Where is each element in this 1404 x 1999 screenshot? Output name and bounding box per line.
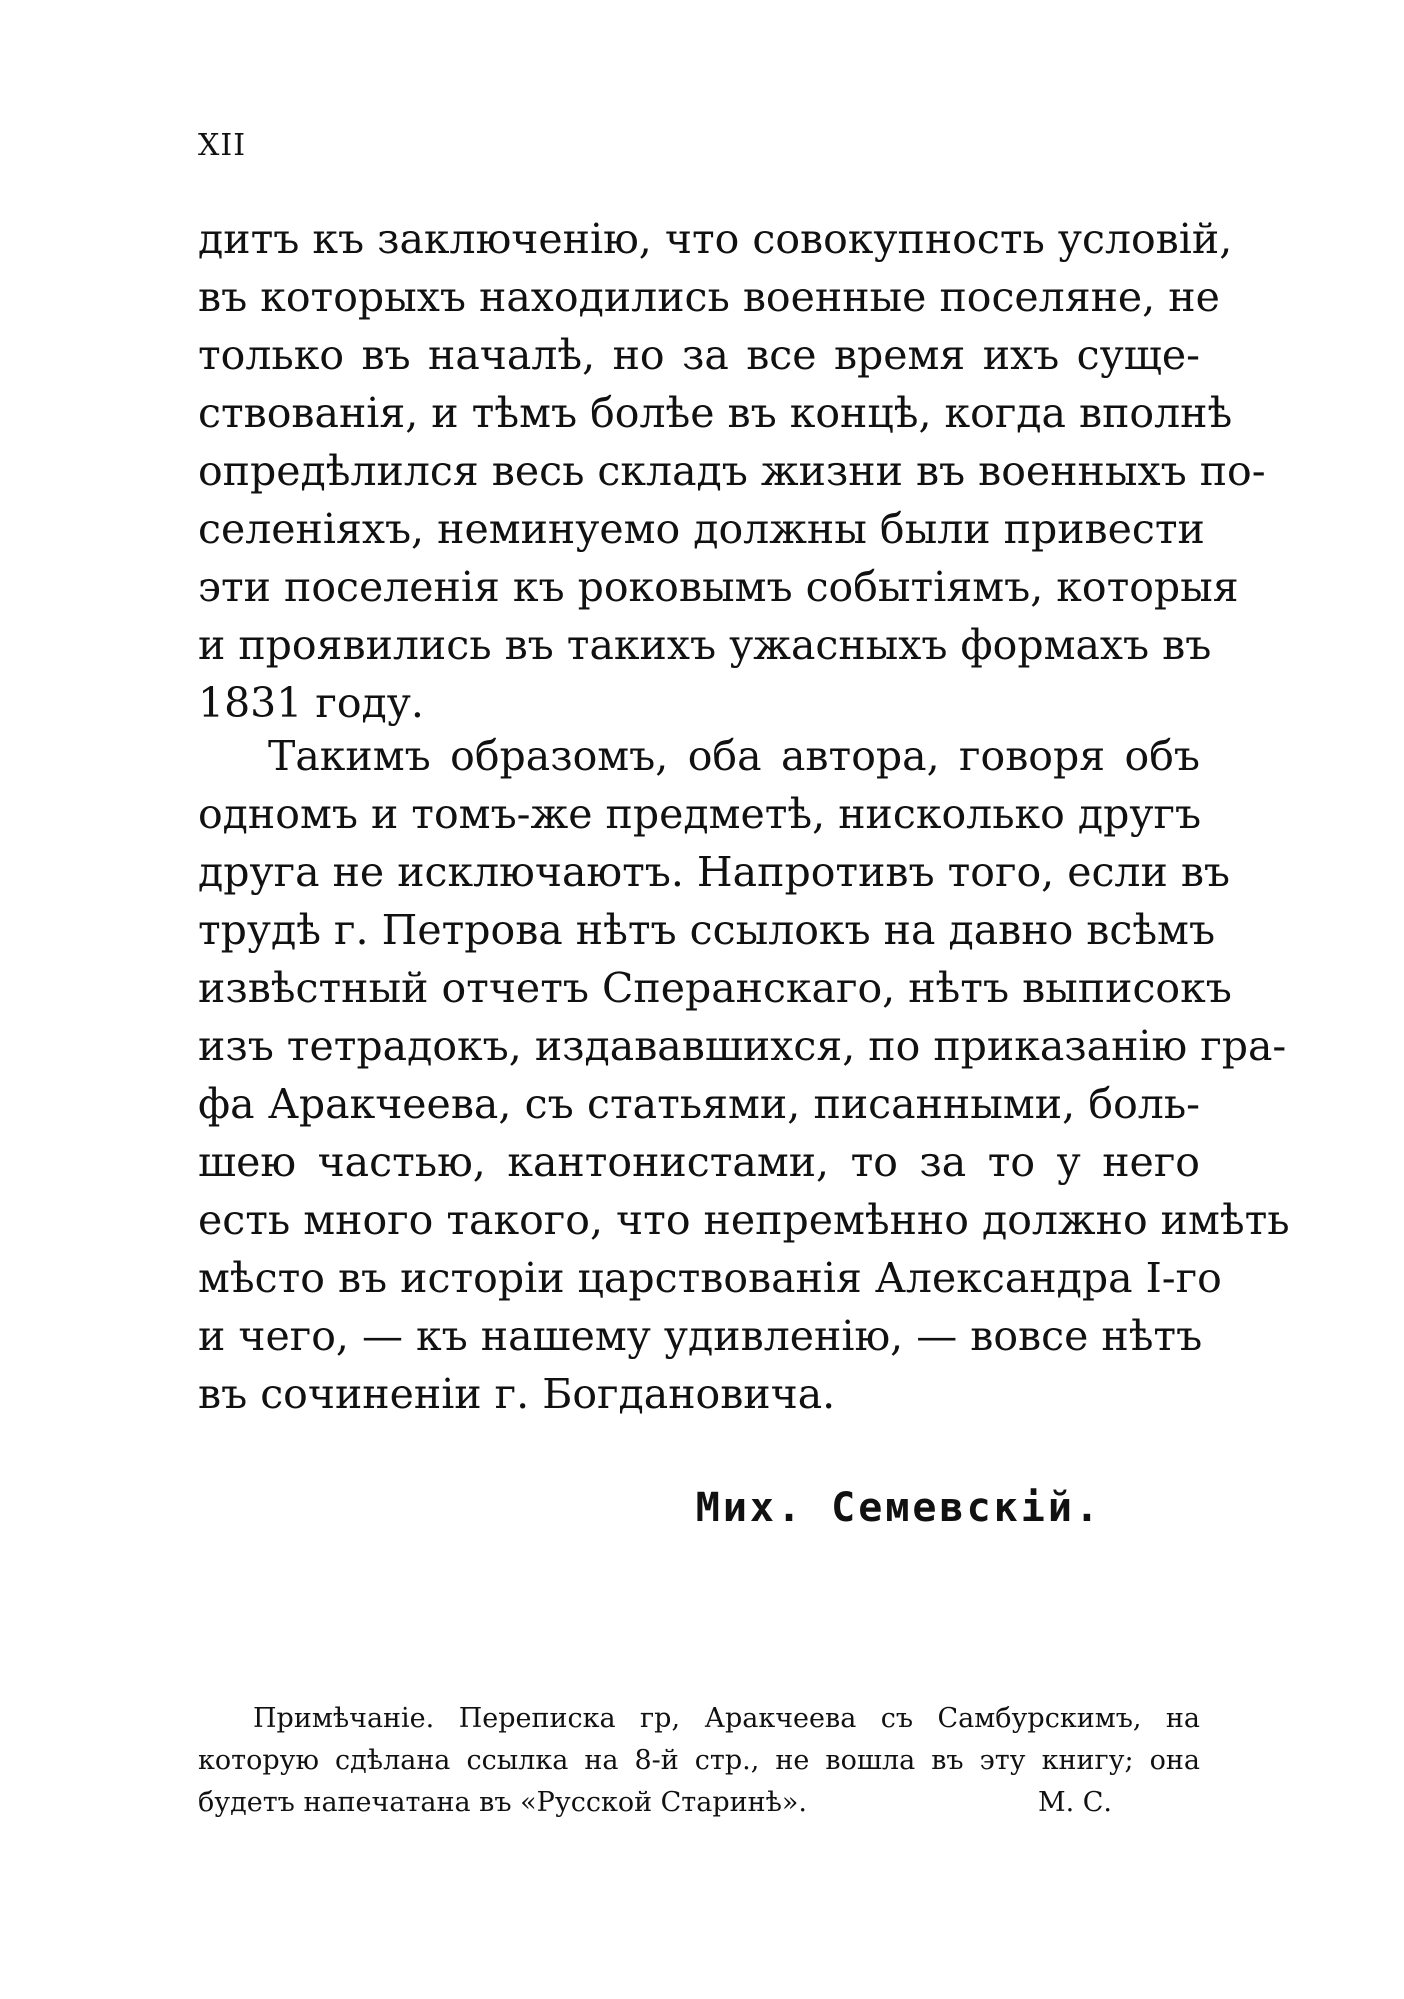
text-line: фа Аракчеева, съ статьями, писанными, боль- bbox=[198, 1080, 1200, 1128]
text-line: мѣсто въ исторіи царствованія Александра I-го bbox=[198, 1254, 1222, 1302]
text-line: есть много такого, что непремѣнно должно имѣть bbox=[198, 1196, 1290, 1244]
text-line: опредѣлился весь складъ жизни въ военныхъ по- bbox=[198, 447, 1266, 495]
text-line: Такимъ образомъ, оба автора, говоря объ bbox=[268, 732, 1200, 780]
text-line: изъ тетрадокъ, издававшихся, по приказанію гра- bbox=[198, 1022, 1287, 1070]
text-line: трудѣ г. Петрова нѣтъ ссылокъ на давно всѣмъ bbox=[198, 906, 1216, 954]
text-line: въ сочиненіи г. Богдановича. bbox=[198, 1370, 836, 1418]
footnote-line: Примѣчаніе. Переписка гр, Аракчеева съ Самбурскимъ, на bbox=[253, 1703, 1200, 1734]
text-line: извѣстный отчетъ Сперанскаго, нѣтъ выписокъ bbox=[198, 964, 1232, 1012]
text-line: одномъ и томъ-же предметѣ, нисколько другъ bbox=[198, 790, 1202, 838]
text-line: въ которыхъ находились военные поселяне, не bbox=[198, 273, 1220, 321]
text-line: дитъ къ заключенію, что совокупность условій, bbox=[198, 215, 1233, 263]
text-line: эти поселенія къ роковымъ событіямъ, которыя bbox=[198, 563, 1239, 611]
footnote-line: будетъ напечатана въ «Русской Старинѣ». bbox=[198, 1787, 808, 1818]
footnote-line: которую сдѣлана ссылка на 8-й стр., не вошла въ эту книгу; она bbox=[198, 1745, 1200, 1776]
text-line: шею частью, кантонистами, то за то у него bbox=[198, 1138, 1200, 1186]
author-signature: Мих. Семевскій. bbox=[695, 1485, 1102, 1531]
text-line: 1831 году. bbox=[198, 679, 424, 727]
page-number: XII bbox=[198, 128, 247, 163]
footnote bbox=[198, 1698, 1200, 1824]
text-line: друга не исключаютъ. Напротивъ того, если въ bbox=[198, 848, 1230, 896]
text-line: и проявились въ такихъ ужасныхъ формахъ въ bbox=[198, 621, 1212, 669]
text-line: селеніяхъ, неминуемо должны были привести bbox=[198, 505, 1205, 553]
footnote-initials: М. С. bbox=[1037, 1787, 1112, 1818]
paragraph-2 bbox=[198, 727, 1290, 1423]
paragraph-1 bbox=[198, 210, 1266, 732]
text-line: ствованія, и тѣмъ болѣе въ концѣ, когда вполнѣ bbox=[198, 389, 1233, 437]
text-line: только въ началѣ, но за все время ихъ суще- bbox=[198, 331, 1200, 379]
text-line: и чего, — къ нашему удивленію, — вовсе нѣтъ bbox=[198, 1312, 1203, 1360]
